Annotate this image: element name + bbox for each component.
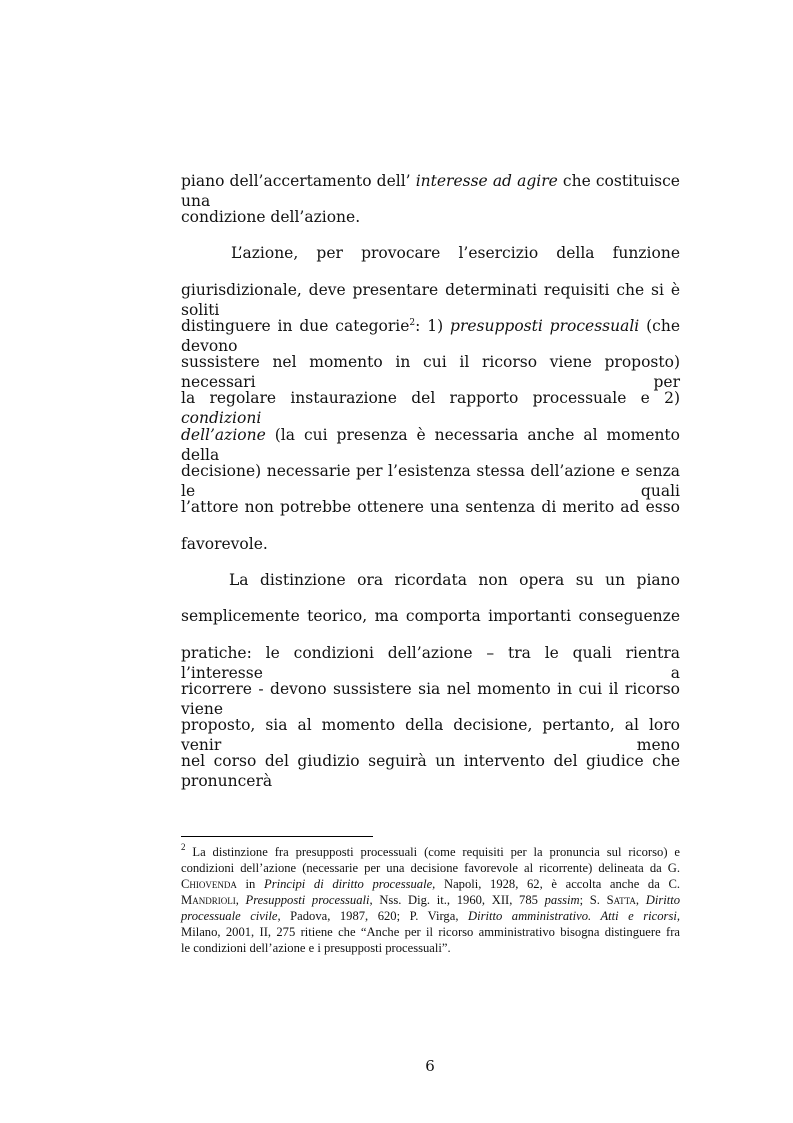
footnote-line: Chiovenda in Principi di diritto processuale, Napoli, 1928, 62, è accolta anche da C.: [181, 877, 681, 891]
page-number: 6: [425, 1057, 435, 1075]
footnote-number: 2: [181, 842, 186, 852]
body-line: la regolare instaurazione del rapporto processuale e 2) condizioni: [181, 389, 680, 427]
body-line: decisione) necessarie per l’esistenza stessa dell’azione e senza le quali: [181, 462, 680, 500]
body-line: sussistere nel momento in cui il ricorso viene proposto) necessari per: [181, 353, 680, 391]
body-line: proposto, sia al momento della decisione, pertanto, al loro venir meno: [181, 716, 680, 754]
footnote-line: processuale civile, Padova, 1987, 620; P. Virga, Diritto amministrativo. Atti e ricorsi,: [181, 909, 680, 923]
footnote-line: le condizioni dell’azione e i presupposti processuali”.: [181, 941, 451, 955]
body-line: piano dell’accertamento dell’ interesse ad agire che costituisce una: [181, 172, 680, 210]
body-line: distinguere in due categorie$^2$: 1) presupposti processuali (che devono: [181, 317, 681, 355]
body-line: semplicemente teorico, ma comporta importanti conseguenze: [181, 607, 680, 625]
footnote-separator: [181, 836, 373, 837]
body-line: L’azione, per provocare l’esercizio della funzione: [231, 244, 680, 262]
footnote-line: Milano, 2001, II, 275 ritiene che “Anche per il ricorso amministrativo bisogna distinguere fra: [181, 925, 680, 939]
body-line: l’attore non potrebbe ottenere una sentenza di merito ad esso: [181, 498, 680, 516]
footnote-line: condizioni dell’azione (necessarie per una decisione favorevole al ricorrente) delineata da G.: [181, 861, 680, 875]
footnote-line: Mandrioli, Presupposti processuali, Nss. Dig. it., 1960, XII, 785 passim; S. Satta, Diritto: [181, 893, 681, 907]
body-line: dell’azione (la cui presenza è necessaria anche al momento della: [181, 426, 680, 464]
body-line: La distinzione ora ricordata non opera su un piano: [229, 571, 680, 589]
body-line: favorevole.: [181, 535, 268, 553]
body-line: ricorrere - devono sussistere sia nel momento in cui il ricorso viene: [181, 680, 680, 718]
footnote-ref: 2: [409, 318, 416, 328]
body-line: condizione dell’azione.: [181, 208, 361, 226]
footnote-line: $^2$ La distinzione fra presupposti processuali (come requisiti per la pronuncia sul ricorso) e: [181, 842, 680, 859]
body-line: giurisdizionale, deve presentare determinati requisiti che si è soliti: [181, 281, 680, 319]
body-line: pratiche: le condizioni dell’azione – tra le quali rientra l’interesse a: [181, 644, 680, 682]
body-line: nel corso del giudizio seguirà un intervento del giudice che pronuncerà: [181, 752, 680, 790]
